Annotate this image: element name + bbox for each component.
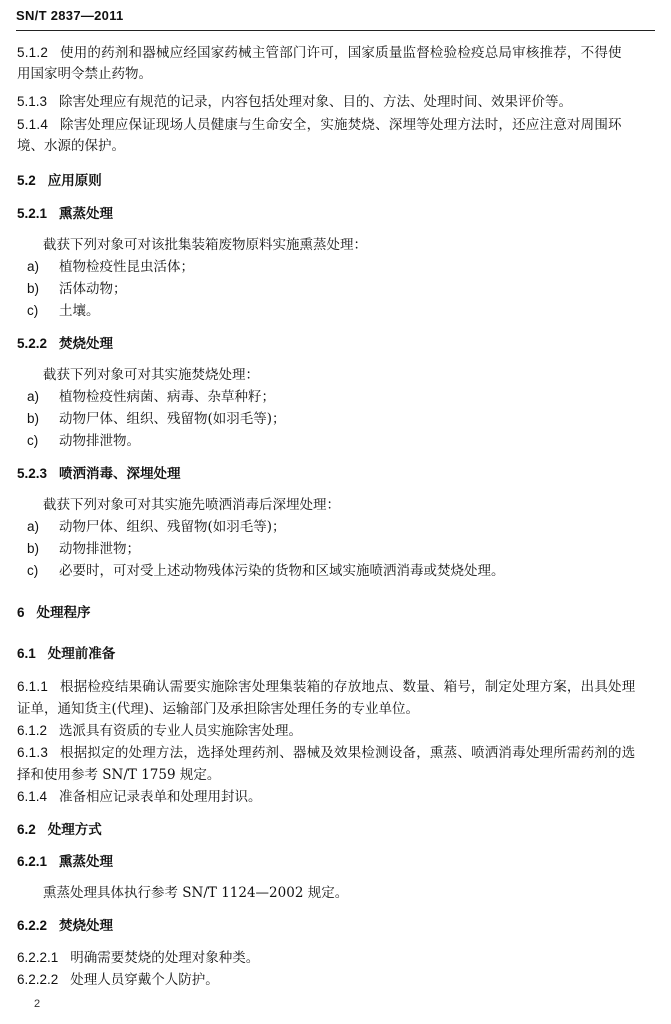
list-item	[17, 280, 657, 298]
list-text: 动物排泄物。	[59, 433, 140, 449]
clause-number: 6.1.4	[17, 789, 48, 804]
list-text: 必要时，可对受上述动物残体污染的货物和区域实施喷洒消毒或焚烧处理。	[59, 563, 505, 579]
standard-number: SN/T 2837—2011	[16, 8, 124, 23]
list-label: b)	[27, 541, 40, 556]
clause-number: 5.1.2	[17, 45, 49, 60]
list-label: a)	[27, 389, 40, 404]
clause-text: 除害处理应保证现场人员健康与生命安全，实施焚烧、深埋等处理方法时，还应注意对周围环	[60, 117, 622, 133]
clause-5-1-2-line1	[17, 44, 657, 62]
page-number: 2	[34, 998, 41, 1010]
section-6-2-1-text: 熏蒸处理具体执行参考 SN/T 1124—2002 规定。	[43, 885, 349, 901]
section-5-2-heading	[17, 172, 657, 190]
section-5-2-3-intro: 截获下列对象可对其实施先喷洒消毒后深埋处理：	[43, 497, 340, 513]
list-text: 动物尸体、组织、残留物(如羽毛等)；	[59, 519, 286, 535]
section-number: 5.2.2	[17, 336, 48, 351]
clause-number: 5.1.3	[17, 94, 48, 109]
clause-text: 明确需要焚烧的处理对象种类。	[70, 950, 260, 966]
clause-5-1-2-line2: 用国家明令禁止药物。	[17, 66, 152, 82]
list-text: 植物检疫性病菌、病毒、杂草种籽；	[59, 389, 275, 405]
list-label: a)	[27, 519, 40, 534]
list-item	[17, 432, 657, 450]
list-label: a)	[27, 259, 40, 274]
section-5-2-2-intro: 截获下列对象可对其实施焚烧处理：	[43, 367, 259, 383]
clause-6-1-1-line1	[17, 678, 657, 696]
list-text: 动物尸体、组织、残留物(如羽毛等)；	[59, 411, 286, 427]
list-label: c)	[27, 433, 39, 448]
list-item	[17, 562, 657, 580]
section-title: 应用原则	[47, 173, 102, 188]
clause-number: 6.1.3	[17, 745, 49, 760]
section-6-2-1-heading	[17, 853, 657, 871]
section-title: 熏蒸处理	[59, 854, 114, 869]
section-title: 喷洒消毒、深埋处理	[59, 466, 181, 481]
clause-number: 6.2.2.2	[17, 972, 59, 987]
section-title: 处理程序	[36, 605, 91, 620]
list-text: 植物检疫性昆虫活体；	[59, 259, 194, 275]
section-title: 焚烧处理	[59, 336, 114, 351]
clause-number: 6.2.2.1	[17, 950, 59, 965]
section-number: 5.2.3	[17, 466, 48, 481]
list-item	[17, 302, 657, 320]
section-title: 熏蒸处理	[59, 206, 114, 221]
section-5-2-2-heading	[17, 335, 657, 353]
clause-text: 使用的药剂和器械应经国家药械主管部门许可，国家质量监督检验检疫总局审核推荐，不得使	[60, 45, 622, 61]
list-text: 动物排泄物；	[59, 541, 140, 557]
section-6-2-2-heading	[17, 917, 657, 935]
clause-5-1-4-line2: 境、水源的保护。	[17, 138, 125, 154]
clause-text: 准备相应记录表单和处理用封识。	[59, 789, 262, 805]
clause-text: 除害处理应有规范的记录，内容包括处理对象、目的、方法、处理时间、效果评价等。	[59, 94, 573, 110]
section-number: 5.2	[17, 173, 36, 188]
clause-text: 根据检疫结果确认需要实施除害处理集装箱的存放地点、数量、箱号，制定处理方案，出具处理	[60, 679, 636, 695]
section-number: 6.2.2	[17, 918, 48, 933]
clause-6-1-3-line1	[17, 744, 657, 762]
clause-6-2-2-2	[17, 971, 657, 989]
clause-number: 5.1.4	[17, 117, 49, 132]
section-6-1-heading	[17, 645, 657, 663]
header-rule	[16, 30, 655, 31]
clause-number: 6.1.1	[17, 679, 49, 694]
list-text: 土壤。	[59, 303, 100, 319]
section-number: 6	[17, 605, 25, 620]
clause-text: 根据拟定的处理方法，选择处理药剂、器械及效果检测设备，熏蒸、喷洒消毒处理所需药剂的选	[60, 745, 636, 761]
clause-5-1-3	[17, 93, 657, 111]
list-label: b)	[27, 411, 40, 426]
clause-number: 6.1.2	[17, 723, 48, 738]
clause-6-1-4	[17, 788, 657, 806]
section-5-2-1-heading	[17, 205, 657, 223]
list-item	[17, 540, 657, 558]
clause-6-1-2	[17, 722, 657, 740]
section-number: 6.1	[17, 646, 36, 661]
clause-text: 处理人员穿戴个人防护。	[70, 972, 219, 988]
list-item	[17, 388, 657, 406]
list-item	[17, 258, 657, 276]
section-title: 处理前准备	[47, 646, 116, 661]
section-number: 5.2.1	[17, 206, 48, 221]
clause-6-1-3-line2: 择和使用参考 SN/T 1759 规定。	[17, 767, 221, 783]
list-label: c)	[27, 563, 39, 578]
clause-5-1-4-line1	[17, 116, 657, 134]
section-5-2-3-heading	[17, 465, 657, 483]
clause-6-1-1-line2: 证单，通知货主(代理)、运输部门及承担除害处理任务的专业单位。	[17, 701, 420, 717]
list-item	[17, 410, 657, 428]
section-6-2-heading	[17, 821, 657, 839]
clause-6-2-2-1	[17, 949, 657, 967]
clause-text: 选派具有资质的专业人员实施除害处理。	[59, 723, 303, 739]
section-5-2-1-intro: 截获下列对象可对该批集装箱废物原料实施熏蒸处理：	[43, 237, 367, 253]
section-number: 6.2.1	[17, 854, 48, 869]
section-number: 6.2	[17, 822, 36, 837]
list-label: c)	[27, 303, 39, 318]
list-label: b)	[27, 281, 40, 296]
list-item	[17, 518, 657, 536]
list-text: 活体动物；	[59, 281, 127, 297]
section-title: 焚烧处理	[59, 918, 114, 933]
section-6-heading	[17, 604, 657, 622]
section-title: 处理方式	[47, 822, 102, 837]
